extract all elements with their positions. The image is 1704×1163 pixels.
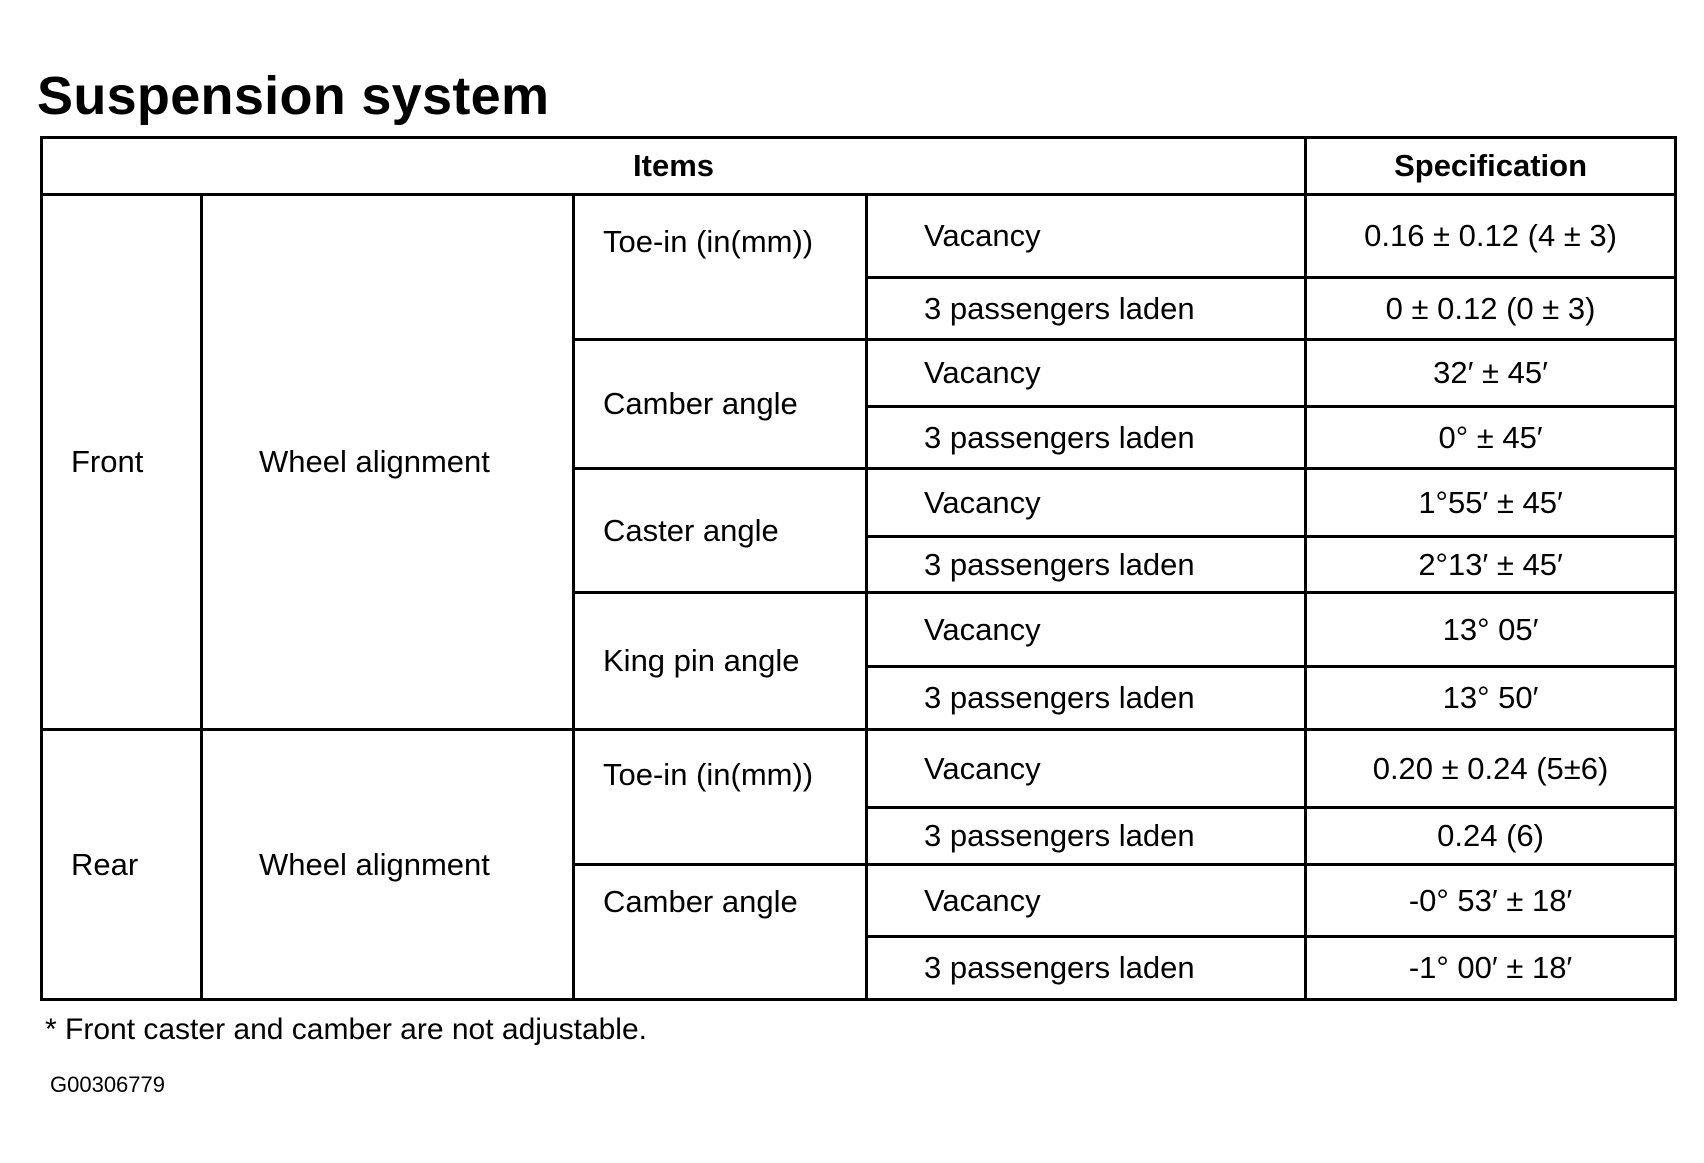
spec-cell: 0 ± 0.12 (0 ± 3) <box>1306 278 1676 340</box>
item-cell-front-caster: Caster angle <box>574 469 867 593</box>
condition-cell: 3 passengers laden <box>867 537 1306 593</box>
spec-cell: 1°55′ ± 45′ <box>1306 469 1676 537</box>
spec-cell: 13° 05′ <box>1306 593 1676 667</box>
position-cell-front: Front <box>42 195 202 730</box>
item-cell-front-toe-in <box>574 195 867 340</box>
header-items: Items <box>42 138 1306 195</box>
condition-cell: Vacancy <box>867 195 1306 278</box>
spec-cell: 0° ± 45′ <box>1306 407 1676 469</box>
table-header-row <box>42 138 1676 195</box>
table-row <box>42 195 1676 278</box>
item-label: Toe-in (in(mm)) <box>603 757 814 792</box>
condition-cell: 3 passengers laden <box>867 407 1306 469</box>
item-cell-front-king-pin: King pin angle <box>574 593 867 730</box>
condition-cell: Vacancy <box>867 865 1306 937</box>
spec-cell: 2°13′ ± 45′ <box>1306 537 1676 593</box>
spec-cell: 0.24 (6) <box>1306 808 1676 865</box>
figure-id: G00306779 <box>50 1072 165 1097</box>
footnote: * Front caster and camber are not adjustable. <box>45 1013 647 1046</box>
position-cell-rear: Rear <box>42 730 202 1000</box>
condition-cell: Vacancy <box>867 469 1306 537</box>
spec-cell: -0° 53′ ± 18′ <box>1306 865 1676 937</box>
spec-cell: 0.16 ± 0.12 (4 ± 3) <box>1306 195 1676 278</box>
item-cell-rear-toe-in <box>574 730 867 865</box>
item-label: Toe-in (in(mm)) <box>603 224 814 259</box>
spec-cell: 32′ ± 45′ <box>1306 340 1676 407</box>
condition-cell: Vacancy <box>867 593 1306 667</box>
header-specification: Specification <box>1306 138 1676 195</box>
condition-cell: 3 passengers laden <box>867 808 1306 865</box>
condition-cell: 3 passengers laden <box>867 667 1306 730</box>
table-row <box>42 730 1676 808</box>
condition-cell: 3 passengers laden <box>867 937 1306 1000</box>
specification-table <box>40 136 1677 1001</box>
spec-cell: -1° 00′ ± 18′ <box>1306 937 1676 1000</box>
item-cell-rear-camber <box>574 865 867 1000</box>
spec-cell: 0.20 ± 0.24 (5±6) <box>1306 730 1676 808</box>
item-label: Camber angle <box>603 884 798 919</box>
condition-cell: Vacancy <box>867 340 1306 407</box>
spec-cell: 13° 50′ <box>1306 667 1676 730</box>
condition-cell: 3 passengers laden <box>867 278 1306 340</box>
category-cell-front: Wheel alignment <box>202 195 574 730</box>
category-cell-rear: Wheel alignment <box>202 730 574 1000</box>
page-title: Suspension system <box>37 66 550 126</box>
condition-cell: Vacancy <box>867 730 1306 808</box>
item-cell-front-camber: Camber angle <box>574 340 867 469</box>
